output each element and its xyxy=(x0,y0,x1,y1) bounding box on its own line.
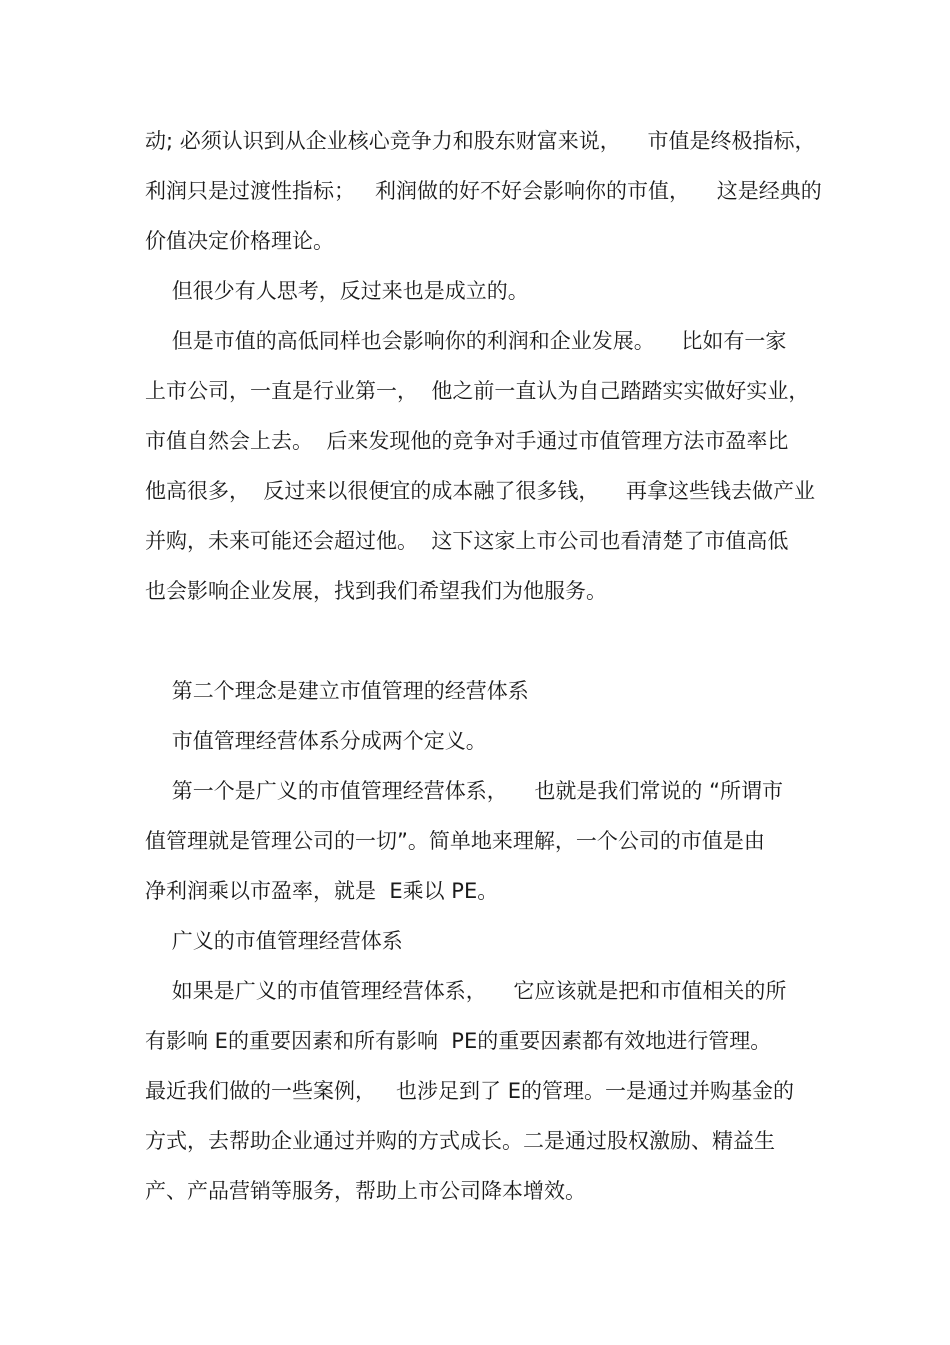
text-line: 产、产品营销等服务，帮助上市公司降本增效。 xyxy=(145,1179,586,1203)
text-line: 有影响 E的重要因素和所有影响 PE的重要因素都有效地进行管理。 xyxy=(145,1029,772,1053)
text-line: 他高很多， 反过来以很便宜的成本融了很多钱， 再拿这些钱去做产业 xyxy=(145,479,816,503)
text-line: 利润只是过渡性指标； 利润做的好不好会影响你的市值， 这是经典的 xyxy=(145,179,822,203)
text-line: 也会影响企业发展，找到我们希望我们为他服务。 xyxy=(145,579,607,603)
text-line: 动; 必须认识到从企业核心竞争力和股东财富来说， 市值是终极指标， xyxy=(145,129,816,153)
text-line: 但很少有人思考，反过来也是成立的。 xyxy=(145,279,529,303)
text-line: 但是市值的高低同样也会影响你的利润和企业发展。 比如有一家 xyxy=(145,329,787,353)
text-line: 上市公司，一直是行业第一， 他之前一直认为自己踏踏实实做好实业， xyxy=(145,379,810,403)
text-line: 并购，未来可能还会超过他。 这下这家上市公司也看清楚了市值高低 xyxy=(145,529,789,553)
text-line: 市值管理经营体系分成两个定义。 xyxy=(145,729,487,753)
subheading: 广义的市值管理经营体系 xyxy=(145,929,403,953)
section-heading: 第二个理念是建立市值管理的经营体系 xyxy=(145,679,529,703)
text-line: 方式，去帮助企业通过并购的方式成长。二是通过股权激励、精益生 xyxy=(145,1129,775,1153)
text-line: 如果是广义的市值管理经营体系， 它应该就是把和市值相关的所 xyxy=(145,979,787,1003)
text-line: 第一个是广义的市值管理经营体系， 也就是我们常说的 “所谓市 xyxy=(145,779,783,803)
text-line: 价值决定价格理论。 xyxy=(145,229,334,253)
text-line: 市值自然会上去。 后来发现他的竞争对手通过市值管理方法市盈率比 xyxy=(145,429,789,453)
text-line: 净利润乘以市盈率，就是 E乘以 PE。 xyxy=(145,879,499,903)
text-line: 最近我们做的一些案例， 也涉足到了 E的管理。一是通过并购基金的 xyxy=(145,1079,794,1103)
text-line: 值管理就是管理公司的一切”。简单地来理解，一个公司的市值是由 xyxy=(145,829,765,853)
